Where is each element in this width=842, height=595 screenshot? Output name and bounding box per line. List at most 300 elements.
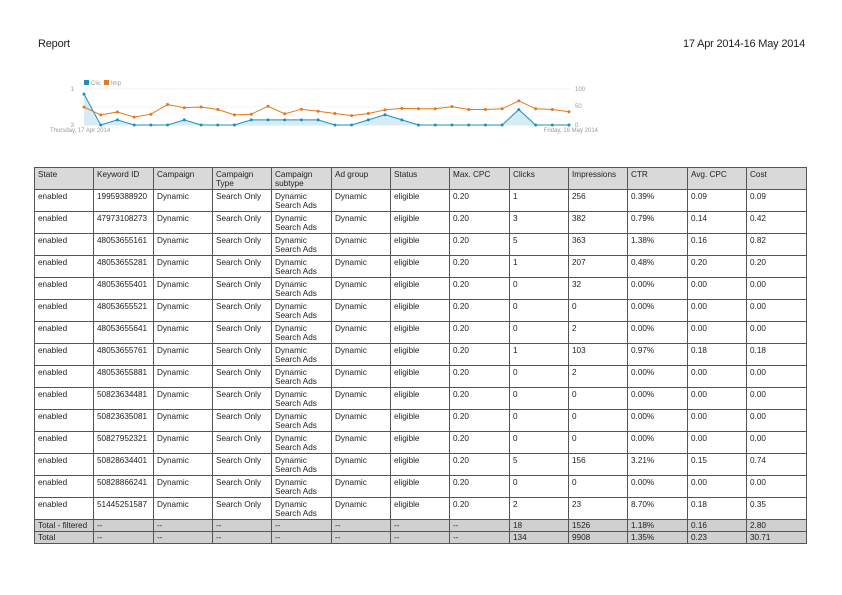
table-cell: 2	[510, 498, 569, 520]
table-cell: 1.38%	[628, 234, 688, 256]
clicks-point	[83, 93, 86, 96]
table-cell: Dynamic Search Ads	[272, 322, 332, 344]
table-cell: 0.39%	[628, 190, 688, 212]
table-cell: Search Only	[213, 212, 272, 234]
impressions-point	[534, 107, 537, 110]
table-cell: enabled	[35, 278, 94, 300]
table-cell: Dynamic Search Ads	[272, 366, 332, 388]
table-cell: 0.00	[688, 432, 747, 454]
table-cell: 0	[510, 410, 569, 432]
table-cell: Dynamic	[154, 256, 213, 278]
table-cell: Dynamic	[332, 344, 391, 366]
table-cell: Dynamic	[332, 388, 391, 410]
impressions-point	[551, 108, 554, 111]
table-cell: 48053655401	[94, 278, 154, 300]
column-header: Impressions	[569, 168, 628, 190]
clicks-point	[534, 124, 537, 127]
table-cell: Dynamic	[154, 410, 213, 432]
clicks-series-line	[84, 94, 569, 125]
column-header: Campaign	[154, 168, 213, 190]
table-cell: 0.00	[688, 388, 747, 410]
clicks-point	[333, 124, 336, 127]
table-cell: 0.00%	[628, 388, 688, 410]
table-cell: 0	[510, 476, 569, 498]
table-cell: Search Only	[213, 278, 272, 300]
table-cell: 0	[510, 300, 569, 322]
table-cell: enabled	[35, 454, 94, 476]
table-cell: 0.00%	[628, 410, 688, 432]
table-cell: 0.00%	[628, 300, 688, 322]
table-cell: eligible	[391, 234, 450, 256]
performance-chart	[0, 0, 842, 150]
totals-cell: 0.16	[688, 520, 747, 532]
table-cell: enabled	[35, 410, 94, 432]
table-cell: Search Only	[213, 366, 272, 388]
totals-cell: Total - filtered	[35, 520, 94, 532]
table-cell: 50828634401	[94, 454, 154, 476]
clicks-point	[166, 124, 169, 127]
table-cell: 0.00	[688, 366, 747, 388]
report-date-range: 17 Apr 2014-16 May 2014	[683, 38, 805, 50]
impressions-point	[183, 106, 186, 109]
table-cell: eligible	[391, 322, 450, 344]
column-header: Max. CPC	[450, 168, 510, 190]
table-cell: 48053655161	[94, 234, 154, 256]
clicks-point	[384, 113, 387, 116]
clicks-point	[183, 118, 186, 121]
table-cell: 0.16	[688, 234, 747, 256]
legend-clicks-swatch	[84, 80, 89, 85]
table-cell: 0.00	[747, 300, 807, 322]
totals-cell: 134	[510, 532, 569, 544]
clicks-point	[317, 118, 320, 121]
table-cell: 50823634481	[94, 388, 154, 410]
table-cell: 5	[510, 454, 569, 476]
table-cell: Dynamic Search Ads	[272, 432, 332, 454]
impressions-point	[133, 116, 136, 119]
table-cell: Dynamic	[332, 300, 391, 322]
table-cell: enabled	[35, 344, 94, 366]
table-cell: Dynamic	[154, 234, 213, 256]
table-cell: 2	[569, 322, 628, 344]
impressions-point	[283, 112, 286, 115]
keyword-report-table	[34, 167, 807, 544]
clicks-area	[84, 94, 569, 125]
column-header: Cost	[747, 168, 807, 190]
clicks-point	[400, 118, 403, 121]
column-header: CTR	[628, 168, 688, 190]
clicks-point	[467, 124, 470, 127]
impressions-series-line	[84, 101, 569, 117]
totals-cell: --	[450, 520, 510, 532]
impressions-point	[434, 107, 437, 110]
table-cell: 0.20	[450, 388, 510, 410]
impressions-point	[501, 107, 504, 110]
clicks-point	[149, 124, 152, 127]
table-cell: 0.00	[688, 410, 747, 432]
table-cell: Search Only	[213, 432, 272, 454]
table-cell: 51445251587	[94, 498, 154, 520]
clicks-point	[300, 118, 303, 121]
table-cell: eligible	[391, 388, 450, 410]
table-cell: 0.14	[688, 212, 747, 234]
totals-row	[35, 532, 807, 544]
clicks-point	[551, 124, 554, 127]
clicks-point	[133, 124, 136, 127]
clicks-point	[283, 118, 286, 121]
table-cell: 0.00	[747, 388, 807, 410]
table-cell: enabled	[35, 190, 94, 212]
table-row	[35, 410, 807, 432]
table-cell: eligible	[391, 344, 450, 366]
column-header: Clicks	[510, 168, 569, 190]
table-cell: 0.20	[450, 410, 510, 432]
totals-cell: --	[154, 520, 213, 532]
table-cell: 0.00	[747, 278, 807, 300]
table-cell: Dynamic	[332, 278, 391, 300]
table-cell: Dynamic	[332, 366, 391, 388]
table-row	[35, 300, 807, 322]
table-cell: 1	[510, 256, 569, 278]
table-cell: 50827952321	[94, 432, 154, 454]
table-cell: Dynamic Search Ads	[272, 388, 332, 410]
clicks-point	[216, 124, 219, 127]
totals-cell: --	[272, 532, 332, 544]
table-cell: 50823635081	[94, 410, 154, 432]
table-cell: Dynamic	[154, 366, 213, 388]
clicks-point	[517, 108, 520, 111]
table-cell: Dynamic	[154, 190, 213, 212]
totals-row	[35, 520, 807, 532]
table-cell: 19959388920	[94, 190, 154, 212]
totals-cell: --	[94, 520, 154, 532]
table-cell: 0	[510, 322, 569, 344]
clicks-point	[450, 124, 453, 127]
table-cell: 23	[569, 498, 628, 520]
table-cell: Dynamic	[154, 476, 213, 498]
totals-cell: --	[213, 532, 272, 544]
table-cell: enabled	[35, 212, 94, 234]
clicks-point	[200, 124, 203, 127]
table-cell: eligible	[391, 278, 450, 300]
table-cell: 8.70%	[628, 498, 688, 520]
table-cell: 0.20	[450, 256, 510, 278]
column-header: Campaign subtype	[272, 168, 332, 190]
table-cell: 0.00%	[628, 476, 688, 498]
table-cell: 32	[569, 278, 628, 300]
x-axis-end-label: Friday, 16 May 2014	[543, 128, 598, 134]
table-cell: 0.79%	[628, 212, 688, 234]
totals-cell: Total	[35, 532, 94, 544]
table-cell: 0.20	[450, 476, 510, 498]
totals-cell: 30.71	[747, 532, 807, 544]
impressions-point	[450, 105, 453, 108]
table-cell: 0.00	[747, 366, 807, 388]
table-cell: 0.20	[450, 498, 510, 520]
totals-cell: --	[332, 520, 391, 532]
table-cell: 0.15	[688, 454, 747, 476]
table-cell: 5	[510, 234, 569, 256]
table-cell: 48053655521	[94, 300, 154, 322]
table-cell: 50828866241	[94, 476, 154, 498]
impressions-point	[384, 108, 387, 111]
table-cell: Search Only	[213, 388, 272, 410]
table-cell: eligible	[391, 190, 450, 212]
table-cell: 382	[569, 212, 628, 234]
impressions-point	[99, 113, 102, 116]
table-cell: Dynamic Search Ads	[272, 212, 332, 234]
impressions-point	[83, 106, 86, 109]
table-cell: 0.00%	[628, 278, 688, 300]
column-header: Status	[391, 168, 450, 190]
table-row	[35, 366, 807, 388]
totals-cell: --	[391, 532, 450, 544]
table-cell: 156	[569, 454, 628, 476]
table-cell: 0.00%	[628, 432, 688, 454]
table-cell: 0.20	[450, 322, 510, 344]
table-cell: 0.00	[747, 410, 807, 432]
impressions-point	[350, 114, 353, 117]
table-cell: eligible	[391, 432, 450, 454]
table-cell: eligible	[391, 498, 450, 520]
table-cell: Dynamic	[332, 410, 391, 432]
table-row	[35, 212, 807, 234]
impressions-point	[417, 107, 420, 110]
table-cell: 0.82	[747, 234, 807, 256]
totals-cell: 2.80	[747, 520, 807, 532]
table-cell: Dynamic Search Ads	[272, 498, 332, 520]
table-cell: Dynamic	[332, 234, 391, 256]
table-cell: 0.00%	[628, 366, 688, 388]
table-cell: 0.20	[688, 256, 747, 278]
table-cell: 1	[510, 190, 569, 212]
totals-cell: --	[213, 520, 272, 532]
table-cell: Dynamic Search Ads	[272, 278, 332, 300]
table-row	[35, 454, 807, 476]
table-cell: eligible	[391, 410, 450, 432]
legend-clicks-label: Clic	[91, 81, 101, 87]
table-cell: 0	[569, 300, 628, 322]
table-cell: Search Only	[213, 190, 272, 212]
table-cell: Dynamic	[332, 322, 391, 344]
table-cell: Dynamic	[154, 498, 213, 520]
table-cell: 0	[510, 388, 569, 410]
table-cell: 0.20	[450, 212, 510, 234]
table-cell: Dynamic	[332, 256, 391, 278]
table-cell: eligible	[391, 366, 450, 388]
table-cell: 0.00	[747, 432, 807, 454]
table-cell: Dynamic	[332, 476, 391, 498]
impressions-point	[233, 113, 236, 116]
totals-cell: 9908	[569, 532, 628, 544]
totals-cell: 18	[510, 520, 569, 532]
table-cell: 0.20	[450, 366, 510, 388]
table-cell: eligible	[391, 212, 450, 234]
table-cell: enabled	[35, 322, 94, 344]
table-cell: Search Only	[213, 454, 272, 476]
table-cell: 0.09	[688, 190, 747, 212]
column-header: Campaign Type	[213, 168, 272, 190]
table-cell: 0.20	[450, 234, 510, 256]
clicks-point	[568, 124, 571, 127]
table-cell: 3.21%	[628, 454, 688, 476]
table-cell: Dynamic	[154, 388, 213, 410]
clicks-point	[417, 124, 420, 127]
clicks-point	[367, 118, 370, 121]
column-header: Ad group	[332, 168, 391, 190]
table-cell: enabled	[35, 432, 94, 454]
table-cell: 0.20	[450, 190, 510, 212]
table-cell: eligible	[391, 300, 450, 322]
table-row	[35, 344, 807, 366]
table-cell: Dynamic	[332, 212, 391, 234]
legend-impressions-label: Imp	[111, 81, 122, 87]
column-header: State	[35, 168, 94, 190]
clicks-point	[116, 118, 119, 121]
column-header: Avg. CPC	[688, 168, 747, 190]
clicks-point	[484, 124, 487, 127]
table-header-row	[35, 168, 807, 190]
table-row	[35, 278, 807, 300]
table-cell: 0.20	[450, 300, 510, 322]
table-cell: enabled	[35, 234, 94, 256]
table-cell: Dynamic	[332, 498, 391, 520]
table-cell: enabled	[35, 476, 94, 498]
left-axis-tick-label: 3	[70, 123, 74, 129]
table-cell: Dynamic Search Ads	[272, 476, 332, 498]
totals-cell: --	[450, 532, 510, 544]
impressions-point	[467, 108, 470, 111]
table-cell: 0.42	[747, 212, 807, 234]
table-row	[35, 432, 807, 454]
table-cell: Dynamic Search Ads	[272, 454, 332, 476]
impressions-point	[116, 111, 119, 114]
table-cell: Search Only	[213, 300, 272, 322]
table-cell: 0	[510, 366, 569, 388]
table-cell: enabled	[35, 498, 94, 520]
table-cell: Search Only	[213, 476, 272, 498]
table-cell: enabled	[35, 388, 94, 410]
table-cell: Dynamic	[154, 432, 213, 454]
table-cell: 0.00	[688, 322, 747, 344]
table-cell: Search Only	[213, 256, 272, 278]
x-axis-start-label: Thursday, 17 Apr 2014	[50, 128, 111, 134]
table-cell: 48053655761	[94, 344, 154, 366]
table-cell: Dynamic Search Ads	[272, 410, 332, 432]
table-cell: 363	[569, 234, 628, 256]
table-cell: 0.00	[688, 300, 747, 322]
table-cell: 0.18	[688, 498, 747, 520]
table-cell: 0.18	[747, 344, 807, 366]
right-axis-tick-label: 50	[575, 104, 582, 110]
totals-cell: --	[391, 520, 450, 532]
table-cell: Dynamic	[154, 278, 213, 300]
table-cell: 0.20	[450, 278, 510, 300]
table-cell: 0	[569, 432, 628, 454]
table-row	[35, 498, 807, 520]
totals-cell: --	[332, 532, 391, 544]
clicks-point	[267, 118, 270, 121]
totals-cell: --	[94, 532, 154, 544]
table-cell: Search Only	[213, 322, 272, 344]
table-cell: Search Only	[213, 234, 272, 256]
table-row	[35, 388, 807, 410]
totals-cell: --	[272, 520, 332, 532]
table-cell: 0.48%	[628, 256, 688, 278]
impressions-point	[333, 112, 336, 115]
totals-cell: 1.18%	[628, 520, 688, 532]
table-cell: enabled	[35, 256, 94, 278]
totals-cell: --	[154, 532, 213, 544]
table-cell: 0.20	[747, 256, 807, 278]
report-title: Report	[38, 38, 70, 50]
table-cell: Dynamic Search Ads	[272, 300, 332, 322]
clicks-point	[350, 124, 353, 127]
totals-cell: 0.23	[688, 532, 747, 544]
clicks-point	[99, 124, 102, 127]
table-cell: 103	[569, 344, 628, 366]
impressions-point	[250, 113, 253, 116]
right-axis-tick-label: 100	[575, 87, 586, 93]
table-row	[35, 190, 807, 212]
table-cell: Search Only	[213, 344, 272, 366]
table-row	[35, 476, 807, 498]
table-cell: Dynamic	[154, 212, 213, 234]
table-cell: Dynamic	[154, 344, 213, 366]
clicks-point	[250, 118, 253, 121]
table-cell: 256	[569, 190, 628, 212]
impressions-point	[484, 108, 487, 111]
impressions-point	[517, 99, 520, 102]
table-cell: 0.00	[747, 476, 807, 498]
table-cell: Dynamic	[332, 454, 391, 476]
impressions-point	[267, 105, 270, 108]
table-cell: 0.74	[747, 454, 807, 476]
table-cell: eligible	[391, 476, 450, 498]
table-cell: 0.20	[450, 454, 510, 476]
totals-cell: 1.35%	[628, 532, 688, 544]
table-cell: Dynamic	[154, 454, 213, 476]
impressions-point	[300, 108, 303, 111]
table-cell: 0.00%	[628, 322, 688, 344]
table-cell: eligible	[391, 454, 450, 476]
table-cell: 0.20	[450, 344, 510, 366]
table-cell: 0.00	[688, 476, 747, 498]
table-cell: enabled	[35, 366, 94, 388]
table-cell: 0.97%	[628, 344, 688, 366]
table-row	[35, 322, 807, 344]
table-cell: 0	[510, 432, 569, 454]
table-cell: Dynamic Search Ads	[272, 256, 332, 278]
table-cell: 0.00	[747, 322, 807, 344]
left-axis-tick-label: 1	[70, 87, 74, 93]
table-cell: 0	[569, 410, 628, 432]
impressions-point	[400, 107, 403, 110]
table-cell: 0.35	[747, 498, 807, 520]
table-cell: Dynamic	[332, 190, 391, 212]
table-cell: 207	[569, 256, 628, 278]
table-row	[35, 234, 807, 256]
table-cell: Dynamic	[332, 432, 391, 454]
table-cell: 0.09	[747, 190, 807, 212]
impressions-point	[367, 112, 370, 115]
table-cell: 47973108273	[94, 212, 154, 234]
table-cell: Dynamic Search Ads	[272, 344, 332, 366]
table-cell: 3	[510, 212, 569, 234]
table-cell: Dynamic	[154, 322, 213, 344]
impressions-point	[166, 103, 169, 106]
right-axis-tick-label: 0	[575, 123, 579, 129]
